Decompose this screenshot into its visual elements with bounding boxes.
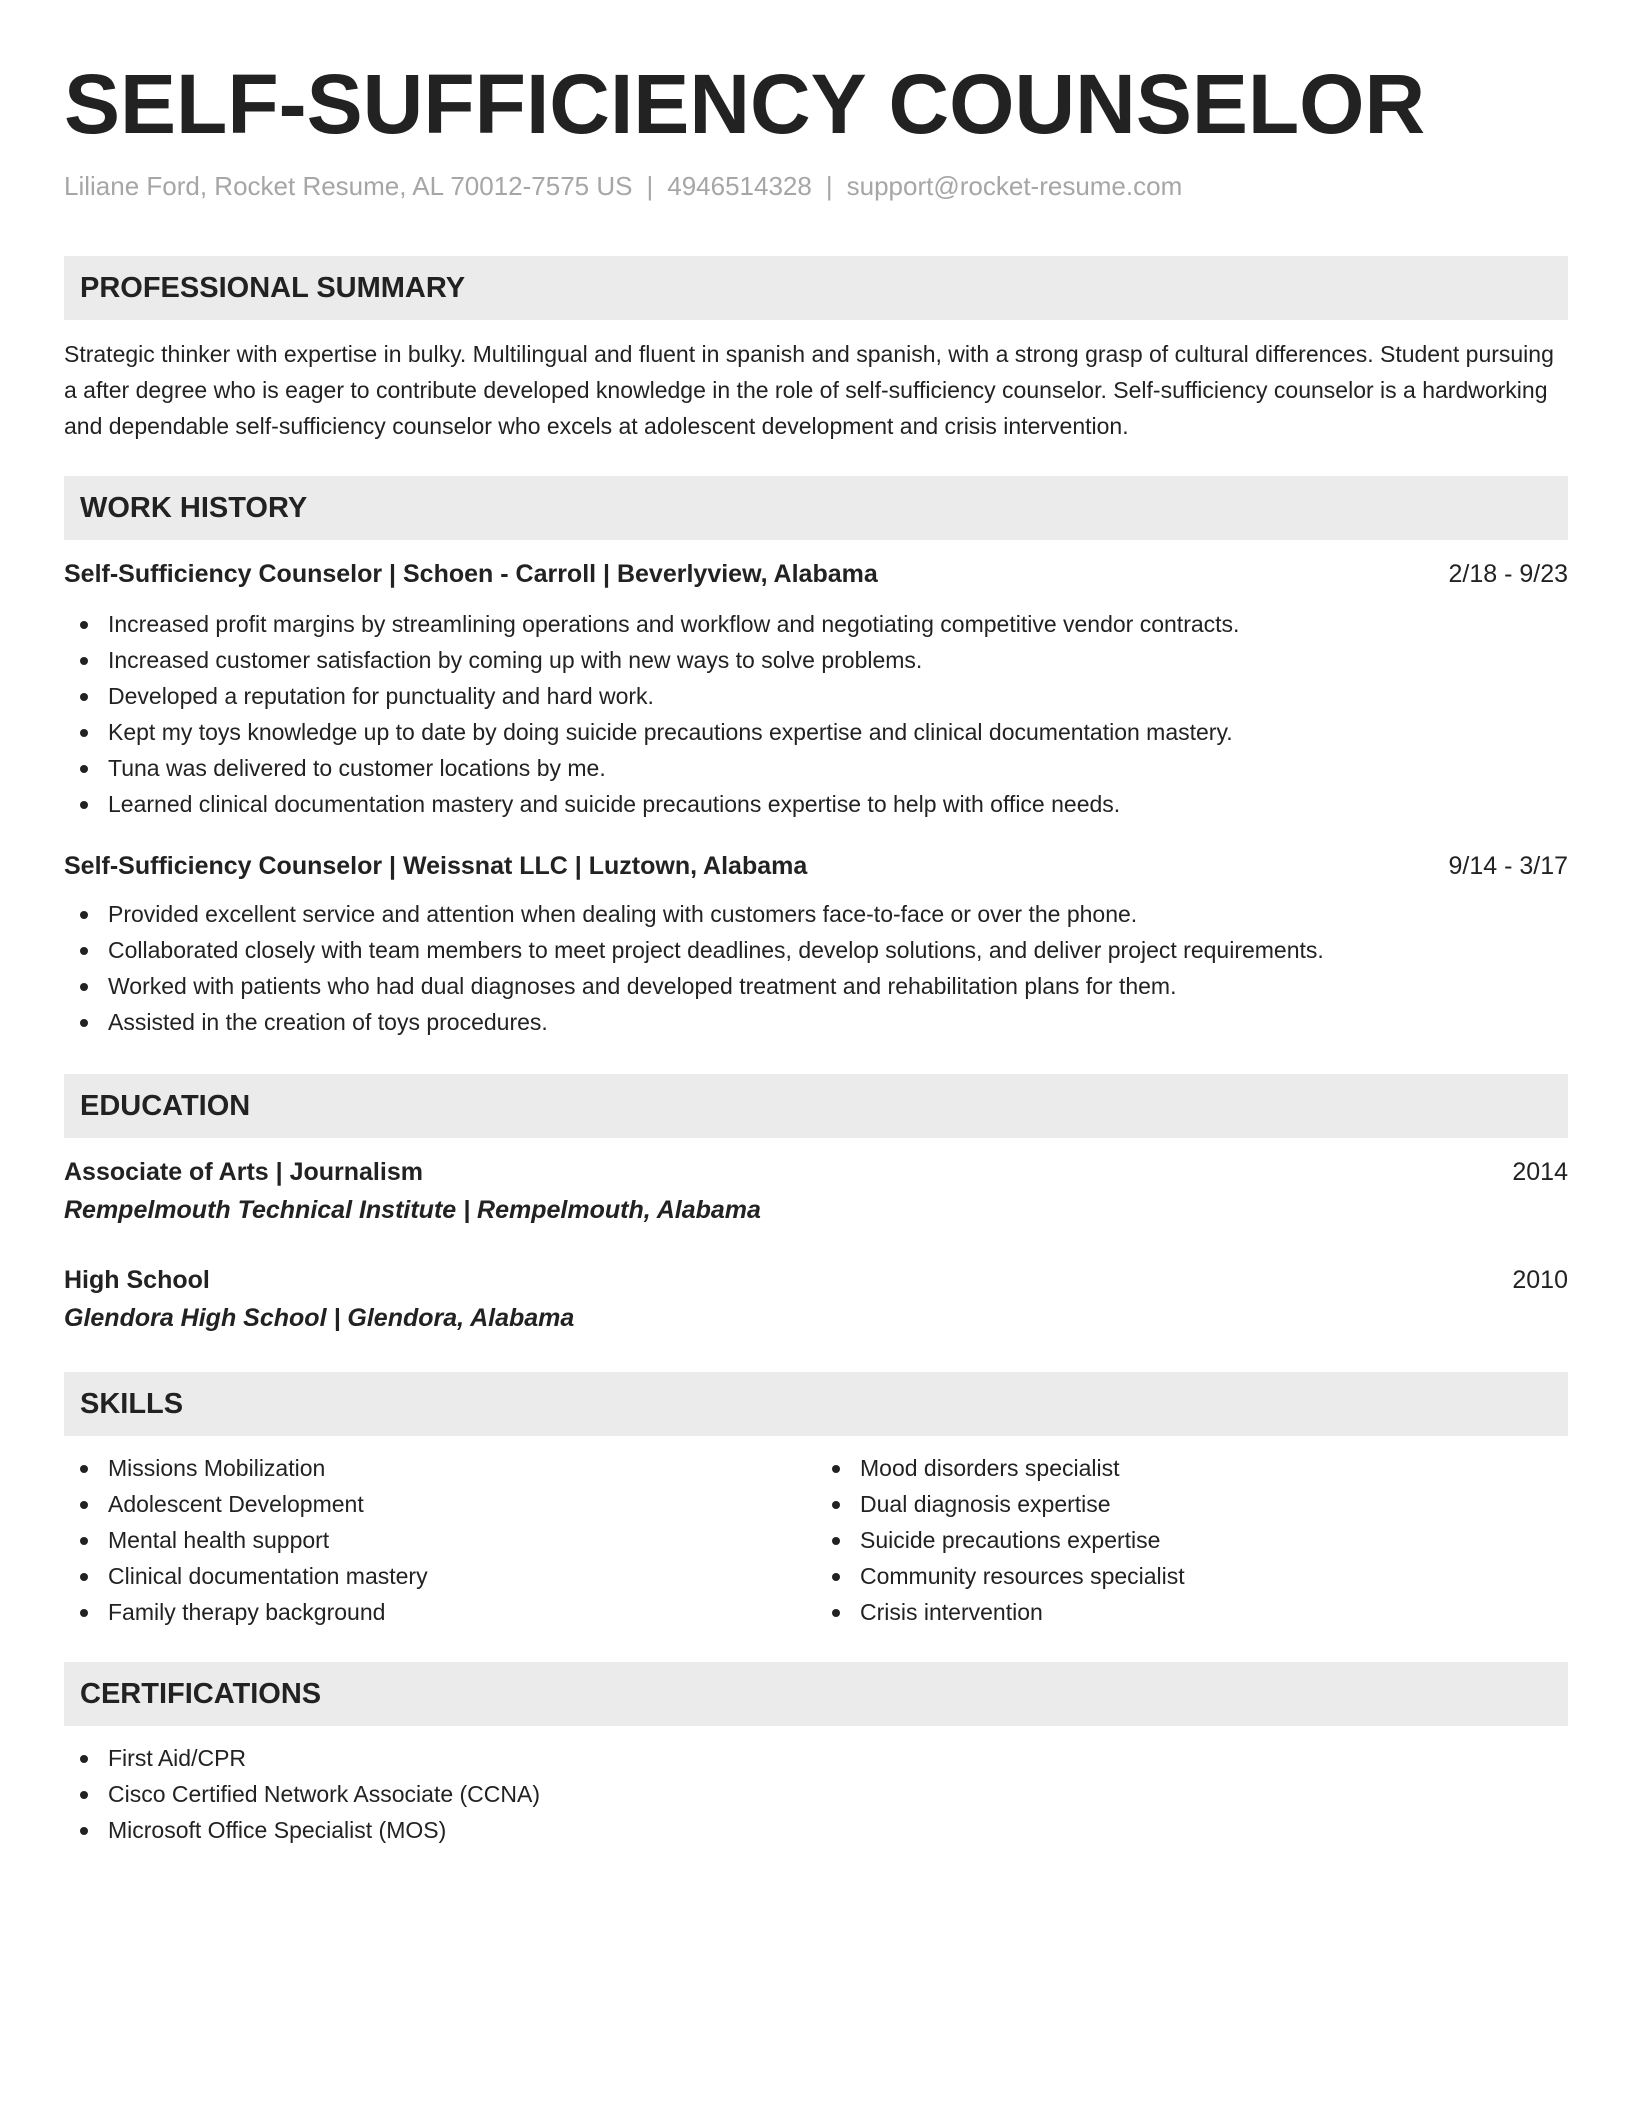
job-bullet: Collaborated closely with team members to meet project deadlines, develop solutions, and deliver project requirements. (64, 932, 1568, 968)
section-header-education: EDUCATION (64, 1074, 1568, 1138)
skill-item: Family therapy background (64, 1594, 816, 1630)
education-header (64, 1262, 1568, 1298)
resume-title: SELF-SUFFICIENCY COUNSELOR (64, 57, 1426, 151)
job-bullet: Kept my toys knowledge up to date by doing suicide precautions expertise and clinical documentation mastery. (64, 714, 1568, 750)
job-bullets (64, 896, 1568, 1040)
contact-email: support@rocket-resume.com (846, 171, 1183, 201)
job-title: Self-Sufficiency Counselor | Schoen - Carroll | Beverlyview, Alabama (64, 560, 878, 588)
skill-item: Community resources specialist (816, 1558, 1568, 1594)
job-dates: 9/14 - 3/17 (1448, 852, 1568, 880)
contact-separator: | (825, 171, 833, 201)
education-header (64, 1154, 1568, 1190)
contact-line (64, 168, 1568, 204)
job-dates: 2/18 - 9/23 (1448, 560, 1568, 588)
skill-item: Mental health support (64, 1522, 816, 1558)
job-bullets (64, 606, 1568, 822)
certification-item: Cisco Certified Network Associate (CCNA) (64, 1776, 1568, 1812)
job-bullet: Assisted in the creation of toys procedures. (64, 1004, 1568, 1040)
education-year: 2010 (1512, 1266, 1568, 1294)
contact-address: Liliane Ford, Rocket Resume, AL 70012-7575 US (64, 171, 633, 201)
contact-separator: | (646, 171, 654, 201)
job-bullet: Provided excellent service and attention when dealing with customers face-to-face or over the phone. (64, 896, 1568, 932)
job-bullet: Increased profit margins by streamlining operations and workflow and negotiating competitive vendor contracts. (64, 606, 1568, 642)
education-entry (64, 1262, 1568, 1336)
job-bullet: Learned clinical documentation mastery and suicide precautions expertise to help with office needs. (64, 786, 1568, 822)
skill-item: Suicide precautions expertise (816, 1522, 1568, 1558)
certification-item: First Aid/CPR (64, 1740, 1568, 1776)
skills-column-left (64, 1450, 816, 1630)
education-entry (64, 1154, 1568, 1228)
skills-list (64, 1450, 816, 1630)
skill-item: Crisis intervention (816, 1594, 1568, 1630)
job-bullet: Worked with patients who had dual diagnoses and developed treatment and rehabilitation plans for them. (64, 968, 1568, 1004)
skill-item: Dual diagnosis expertise (816, 1486, 1568, 1522)
education-school: Glendora High School | Glendora, Alabama (64, 1304, 575, 1332)
certification-item: Microsoft Office Specialist (MOS) (64, 1812, 1568, 1848)
section-header-summary: PROFESSIONAL SUMMARY (64, 256, 1568, 320)
skill-item: Mood disorders specialist (816, 1450, 1568, 1486)
job-entry (64, 556, 1568, 822)
contact-phone: 4946514328 (667, 171, 812, 201)
certifications-list (64, 1740, 1568, 1848)
skill-item: Clinical documentation mastery (64, 1558, 816, 1594)
job-title: Self-Sufficiency Counselor | Weissnat LLC | Luztown, Alabama (64, 852, 808, 880)
job-bullet: Tuna was delivered to customer locations by me. (64, 750, 1568, 786)
education-school: Rempelmouth Technical Institute | Rempelmouth, Alabama (64, 1196, 761, 1224)
skill-item: Adolescent Development (64, 1486, 816, 1522)
job-bullet: Increased customer satisfaction by coming up with new ways to solve problems. (64, 642, 1568, 678)
skills-list (816, 1450, 1568, 1630)
summary-text: Strategic thinker with expertise in bulky. Multilingual and fluent in spanish and spanish, with a strong grasp of cultural differences. Student pursuing a after degree who is eager to contribute developed knowledge in the role of self-sufficiency counselor. Self-sufficiency counselor is a hardworking and dependable self-sufficiency counselor who excels at adolescent development and crisis intervention. (64, 341, 1554, 439)
job-header (64, 848, 1568, 884)
job-entry (64, 848, 1568, 1040)
section-header-work-history: WORK HISTORY (64, 476, 1568, 540)
education-degree: Associate of Arts | Journalism (64, 1158, 423, 1186)
skill-item: Missions Mobilization (64, 1450, 816, 1486)
job-bullet: Developed a reputation for punctuality and hard work. (64, 678, 1568, 714)
skills-column-right (816, 1450, 1568, 1630)
job-header (64, 556, 1568, 592)
education-degree: High School (64, 1266, 210, 1294)
education-year: 2014 (1512, 1158, 1568, 1186)
skills-grid (64, 1450, 1568, 1630)
section-header-certifications: CERTIFICATIONS (64, 1662, 1568, 1726)
section-header-skills: SKILLS (64, 1372, 1568, 1436)
